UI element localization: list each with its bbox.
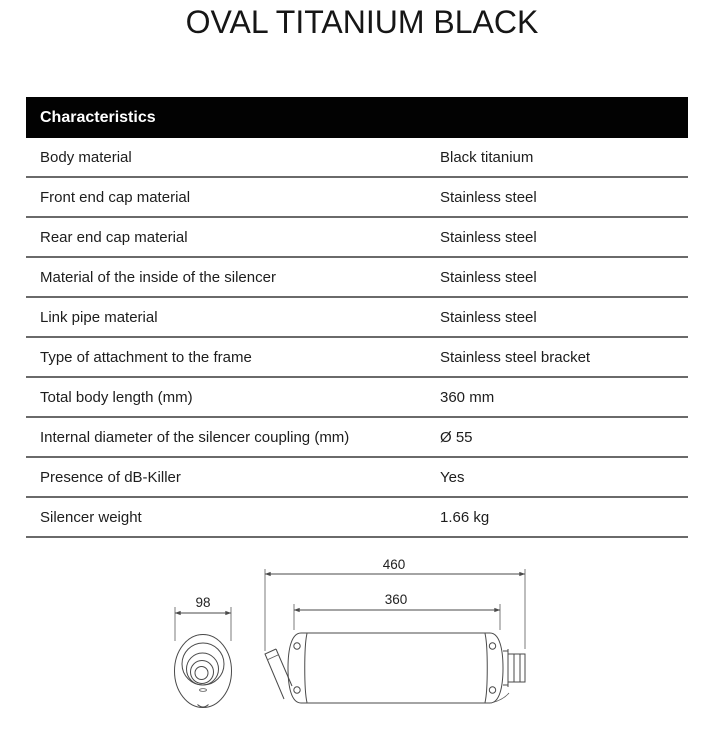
dimension-360 [294, 592, 500, 630]
row-value: Stainless steel [440, 188, 537, 206]
page-title: OVAL TITANIUM BLACK [185, 4, 539, 40]
row-label: Internal diameter of the silencer coupling (mm) [40, 428, 350, 446]
table-row [26, 458, 688, 498]
table-row [26, 178, 688, 218]
dim-body-length-label: 360 [384, 592, 408, 607]
row-value: 1.66 kg [440, 508, 490, 526]
row-value: Black titanium [440, 148, 534, 166]
row-value: Stainless steel [440, 268, 537, 286]
row-label: Link pipe material [40, 308, 158, 326]
table-row [26, 498, 688, 538]
table-row [26, 378, 688, 418]
row-value: 360 mm [440, 388, 495, 406]
table-row [26, 298, 688, 338]
technical-drawing [0, 550, 704, 740]
row-value: Stainless steel bracket [440, 348, 591, 366]
table-row [26, 418, 688, 458]
row-label: Body material [40, 148, 132, 166]
table-header-label: Characteristics [40, 108, 156, 126]
characteristics-table [26, 97, 688, 538]
row-value: Yes [440, 468, 465, 486]
row-label: Silencer weight [40, 508, 142, 526]
row-value: Stainless steel [440, 308, 537, 326]
row-label: Rear end cap material [40, 228, 188, 246]
table-row [26, 258, 688, 298]
dim-end-width-label: 98 [195, 595, 211, 610]
row-label: Type of attachment to the frame [40, 348, 252, 366]
table-row [26, 218, 688, 258]
row-label: Front end cap material [40, 188, 191, 206]
row-label: Material of the inside of the silencer [40, 268, 276, 286]
silencer-end-view [175, 635, 232, 708]
table-header [26, 97, 688, 138]
table-row [26, 138, 688, 178]
row-value: Ø 55 [440, 428, 473, 446]
row-value: Stainless steel [440, 228, 537, 246]
row-label: Presence of dB-Killer [40, 468, 181, 486]
silencer-side-view [265, 633, 525, 703]
row-label: Total body length (mm) [40, 388, 193, 406]
dim-total-length-label: 460 [382, 557, 406, 572]
table-row [26, 338, 688, 378]
